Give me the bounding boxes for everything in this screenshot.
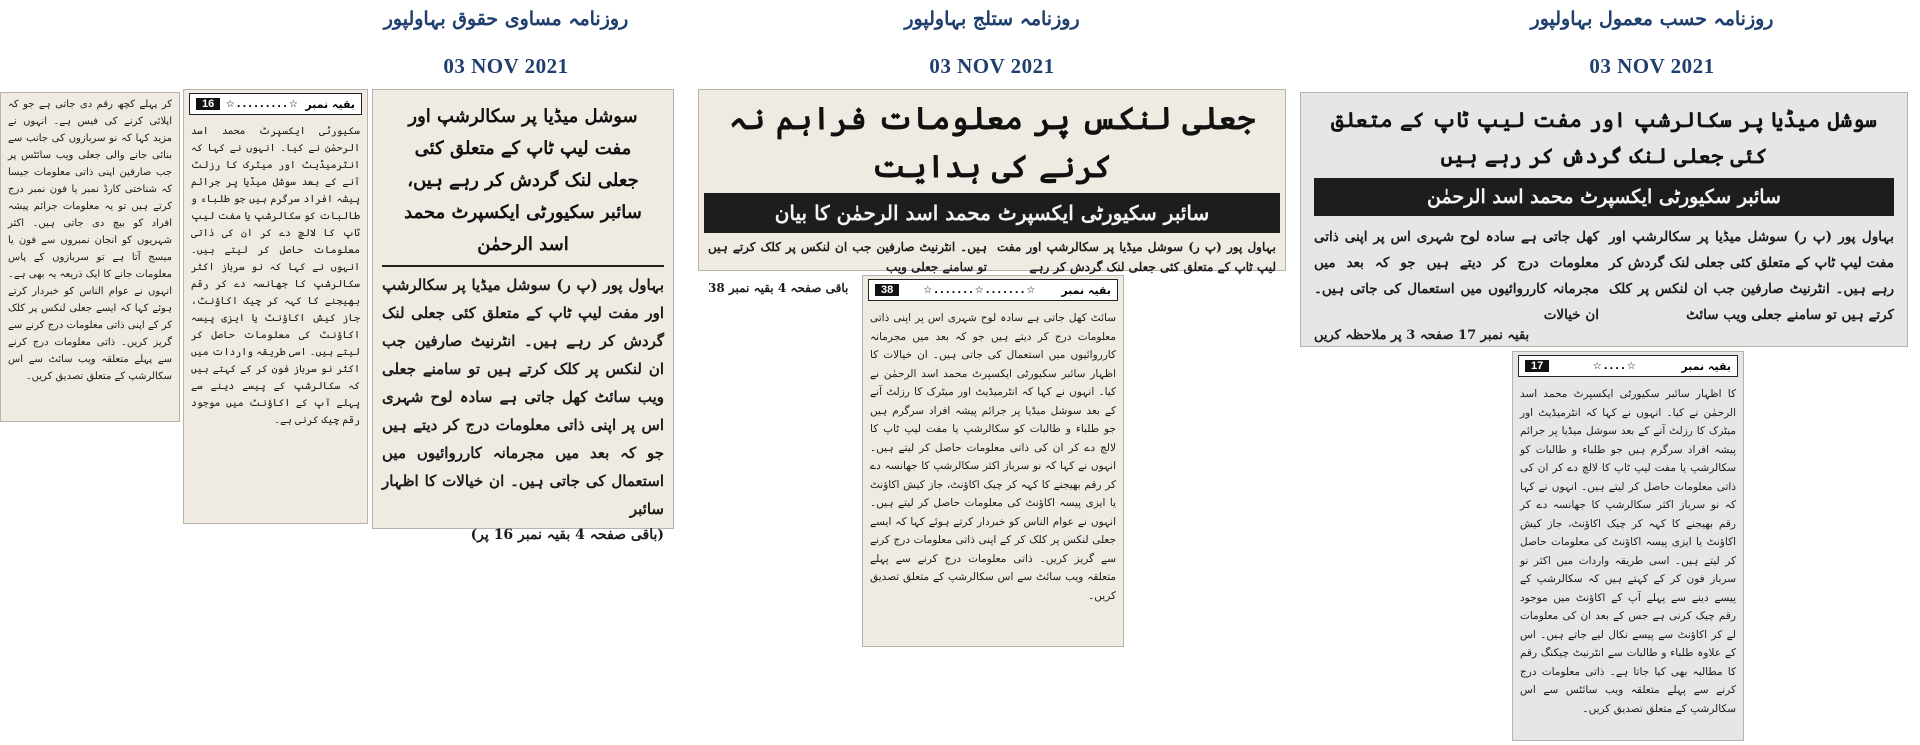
article-subheadline: سائبر سکیورٹی ایکسپرٹ محمد اسد الرحمٰن کا بیان [704,193,1280,233]
article-column-1: بہاول پور (پ ر) سوشل میڈیا پر سکالرشپ اور مفت لیپ ٹاپ کے متعلق کئی جعلی لنک گردش کر رہے [997,240,1276,274]
newspaper-date: 03 NOV 2021 [1589,54,1715,78]
article-continuation-text: کر پہلے کچھ رقم دی جاتی ہے جو کہ اپلائی کرنے کی فیس ہے۔ انہوں نے مزید کہا کہ نو سربازوں کی جانب سے بنائی جانے والی جعلی ویب سائٹس پر جب صارفین اپنی ذاتی معلومات جیسا کہ شناختی کارڈ نمبر یا فون نمبر درج کرتے ہیں تو یہ معلومات جرائم پیشہ افراد کو بیچ دی جاتی ہیں۔ اکثر شہریوں کو انجان نمبروں سے فون یا میسج آتا ہے تو سربازوں کے پاس معلومات جانے کا ایک ذریعہ یہ بھی ہے۔ انہوں نے عوام الناس کو خبردار کرتے ہوئے کہا کہ ایسے جعلی لنکس پر کلک کر کے اپنی ذاتی معلومات درج کرنے سے گریز کریں۔ ذاتی معلومات درج کرنے سے پہلے متعلقہ ویب سائٹ سے اس سکالرشپ کے متعلق تصدیق کریں۔ [8,99,172,382]
continuation-note: بقیہ نمبر 17 صفحہ 3 پر ملاحظہ کریں [1314,328,1530,343]
star-ornament-icon: ☆.........☆ [225,98,300,110]
article-column-1: بہاول پور (پ ر) سوشل میڈیا پر سکالرشپ اور مفت لیپ ٹاپ کے متعلق کئی جعلی لنک گردش کر رہے ہیں۔ انٹرنیٹ صارفین جب ان لنکس پر کلک کرتے ہیں تو سامنے جعلی ویب سائٹ [1609,229,1894,323]
page-number-badge: 17 [1525,360,1549,372]
newspaper-header-1 [306,8,706,79]
newspaper-date: 03 NOV 2021 [929,54,1055,78]
article-continuation-text: سائٹ کھل جاتی ہے سادہ لوح شہری اس پر اپنی ذاتی معلومات درج کر دیتے ہیں جو کہ بعد میں مجرمانہ کارروائیوں میں استعمال کی جاتی ہیں۔ ان خیالات کا اظہار سائبر سکیورٹی ایکسپرٹ محمد اسد الرحمٰن نے کیا۔ انہوں نے کہا کہ انٹرمیڈیٹ اور میٹرک کا رزلٹ آنے کے بعد سوشل میڈیا پر جرائم پیشہ افراد سرگرم ہیں جو طلباء و طالبات کو سکالرشپ یا مفت لیپ ٹاپ کا لالچ دے کر ان کی ذاتی معلومات حاصل کر لیتے ہیں۔ انہوں نے کہا کہ نو سرباز اکثر سکالرشپ کا جھانسہ دے کر رقم بھیجنے کا کہہ کر چیک اکاؤنٹ، جاز کیش اکاؤنٹ یا ایزی پیسہ اکاؤنٹ کی معلومات حاصل کر لیتے ہیں۔ انہوں نے عوام الناس کو خبردار کرتے ہوئے کہا کہ ایسے جعلی لنکس پر کلک کر کے اپنی ذاتی معلومات درج کرنے سے گریز کریں۔ ذاتی معلومات درج کرنے سے پہلے متعلقہ ویب سائٹ سے اس سکالرشپ کے متعلق تصدیق کریں۔ [870,312,1116,602]
continuation-note: (باقی صفحہ 4 بقیہ نمبر 16 پر) [470,527,664,543]
article-body: بہاول پور (پ ر) سوشل میڈیا پر سکالرشپ اور مفت لیپ ٹاپ کے متعلق کئی جعلی لنک گردش کر رہے ہیں۔ انٹرنیٹ صارفین جب ان لنکس پر کلک کرتے ہیں تو سامنے جعلی ویب سائٹ کھل جاتی ہے سادہ لوح شہری اس پر اپنی ذاتی معلومات درج کر دیتے ہیں جو کہ بعد میں مجرمانہ کارروائیوں میں استعمال کی جاتی ہیں۔ ان خیالات کا اظہار سائبر [382,276,664,518]
continuation-label: بقیہ نمبر [305,97,355,111]
continuation-label: بقیہ نمبر [1681,359,1731,373]
article-headline: سوشل میڈیا پر سکالرشپ اور مفت لیپ ٹاپ کے متعلق کئی جعلی لنک گردش کر رہے ہیں [1331,107,1877,168]
star-ornament-icon: ☆....☆ [1592,360,1638,372]
clipping-2-main [698,89,1286,295]
continuation-tag [1518,355,1738,377]
newspaper-name: روزنامہ حسب معمول بہاولپور [1530,8,1774,30]
article-subheadline: سائبر سکیورٹی ایکسپرٹ محمد اسد الرحمٰن [1314,178,1894,216]
article-headline: جعلی لنکس پر معلومات فراہم نہ کرنے کی ہدایت [728,101,1256,185]
continuation-label: بقیہ نمبر [1061,283,1111,297]
article-continuation-text: سکیورٹی ایکسپرٹ محمد اسد الرحمٰن نے کیا۔ انہوں نے کہا کہ انٹرمیڈیٹ اور میٹرک کا رزلٹ آنے کے بعد سوشل میڈیا پر جرائم پیشہ افراد سرگرم ہیں جو طلباء و طالبات کو سکالرشپ یا مفت لیپ ٹاپ کا لالچ دے کر ان کی ذاتی معلومات حاصل کر لیتے ہیں۔ انہوں نے کہا کہ نو سرباز اکثر سکالرشپ کا جھانسہ دے کر رقم بھیجنے کا کہہ کر چیک اکاؤنٹ، جاز کیش اکاؤنٹ یا ایزی پیسہ اکاؤنٹ کی معلومات حاصل کر لیتے ہیں۔ اسی طریقہ واردات میں اکثر نو سرباز فون کر کے کہتے ہیں کہ سکالرشپ کے پیسے دینے سے پہلے آپ کے اکاؤنٹ میں موجود رقم چیک کرنی ہے۔ [191,126,360,426]
clipping-1-main [372,89,674,543]
article-column-2: ہیں۔ انٹرنیٹ صارفین جب ان لنکس پر کلک کرتے ہیں تو سامنے جعلی ویب [708,240,987,274]
clipping-3-continuation [1512,351,1744,741]
page-number-badge: 16 [196,98,220,110]
article-headline: سوشل میڈیا پر سکالرشپ اور مفت لیپ ٹاپ کے متعلق کئی جعلی لنک گردش کر رہے ہیں، سائبر سکیورٹی ایکسپرٹ محمد اسد الرحمٰن [382,89,664,267]
article-continuation-text: کا اظہار سائبر سکیورٹی ایکسپرٹ محمد اسد الرحمٰن نے کیا۔ انہوں نے کہا کہ انٹرمیڈیٹ اور میٹرک کا رزلٹ آنے کے بعد سوشل میڈیا پر جرائم پیشہ افراد سرگرم ہیں جو طلباء و طالبات کو سکالرشپ یا مفت لیپ ٹاپ کا لالچ دے کر ان کی ذاتی معلومات حاصل کر لیتے ہیں۔ انہوں نے کہا کہ نو سرباز اکثر سکالرشپ کا جھانسہ دے کر رقم بھیجنے کا کہہ کر چیک اکاؤنٹ، جاز کیش اکاؤنٹ یا ایزی پیسہ اکاؤنٹ کی معلومات حاصل کر لیتے ہیں۔ اسی طریقہ واردات میں اکثر نو سرباز فون کر کے کہتے ہیں کہ سکالرشپ کے پیسے دینے سے پہلے آپ کے اکاؤنٹ میں موجود رقم چیک کرنی ہے جس کے بعد ان کی معلومات لے کر اکاؤنٹ سے پیسے نکال لیے جاتے ہیں۔ اس کے علاوہ طلباء و طالبات سے انٹرنیٹ چیکنگ رقم کا مطالبہ بھی کیا جاتا ہے۔ ذاتی معلومات درج کرنے سے پہلے متعلقہ ویب سائٹس سے اس سکالرشپ کے متعلق تصدیق کریں۔ [1520,388,1736,715]
clipping-2-continuation [862,275,1124,647]
clipping-1-side-column [0,92,180,422]
article-columns [1300,216,1908,328]
clipping-3-main [1300,92,1908,347]
newspaper-header-2 [792,8,1192,79]
continuation-tag [189,93,362,115]
newspaper-header-3 [1452,8,1852,79]
newspaper-name: روزنامہ مساوی حقوق بہاولپور [383,8,629,30]
continuation-note: باقی صفحہ 4 بقیہ نمبر 38 [708,281,849,295]
article-columns [698,233,1286,281]
clipping-1-continuation [183,89,368,524]
star-ornament-icon: ☆.......☆.......☆ [923,284,1038,296]
newspaper-date: 03 NOV 2021 [443,54,569,78]
newspaper-name: روزنامہ ستلج بہاولپور [904,8,1080,30]
continuation-tag [868,279,1118,301]
page-number-badge: 38 [875,284,899,296]
article-column-2: کھل جاتی ہے سادہ لوح شہری اس پر اپنی ذاتی معلومات درج کر دیتے ہیں جو کہ بعد میں مجرمانہ کارروائیوں میں استعمال کی جاتی ہیں۔ ان خیالات [1314,229,1599,323]
